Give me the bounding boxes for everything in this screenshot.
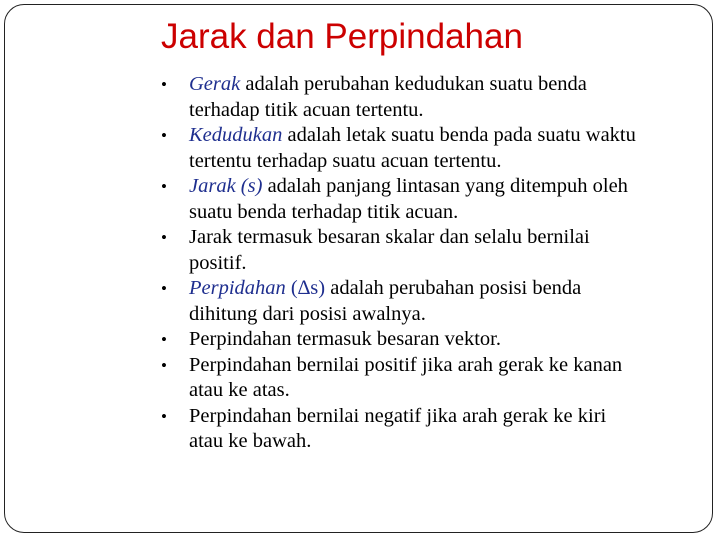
bullet-icon: • [161,406,167,426]
bullet-icon: • [161,75,167,94]
item-line-2: atau ke atas. [189,379,290,401]
item-line-1: Perpindahan bernilai negatif jika arah gerak ke kiri [189,404,607,427]
item-line-1 [189,123,713,149]
delta-s-symbol: (∆s) [285,277,326,299]
list-item [161,225,713,276]
item-line-2: suatu benda terhadap titik acuan. [189,200,459,223]
item-line-2: tertentu terhadap suatu acuan tertentu. [189,149,502,172]
item-line-2: positif. [189,251,247,274]
item-text: adalah letak suatu benda pada suatu waktu [282,124,636,146]
item-line-1 [189,174,713,200]
term-gerak: Gerak [189,73,241,95]
bullet-icon: • [161,126,167,145]
list-item [161,276,713,327]
list-item [161,353,713,404]
term-perpidahan: Perpidahan [189,277,286,299]
item-text: adalah panjang lintasan yang ditempuh oleh [262,175,628,197]
bullet-icon: • [161,355,167,375]
item-text: adalah perubahan posisi benda [325,277,582,299]
list-item [161,123,713,174]
list-item [161,327,713,353]
bullet-icon: • [161,330,167,349]
item-line-1: Perpindahan bernilai positif jika arah gerak ke kanan [189,353,623,376]
bullet-list [161,72,713,455]
term-kedudukan: Kedudukan [189,124,283,146]
bullet-icon: • [161,228,167,247]
list-item [161,72,713,123]
item-line-1 [189,72,713,98]
term-jarak: Jarak (s) [189,175,263,197]
item-text: adalah perubahan kedudukan suatu benda [240,73,587,95]
item-line-2: dihitung dari posisi awalnya. [189,302,426,325]
list-item [161,174,713,225]
item-line-1: Jarak termasuk besaran skalar dan selalu bernilai [189,226,590,248]
slide-title: Jarak dan Perpindahan [161,17,523,56]
item-line-1 [189,276,713,302]
item-line-2: atau ke bawah. [189,430,312,452]
item-line-2: terhadap titik acuan tertentu. [189,98,424,121]
list-item [161,404,713,455]
slide-frame [4,4,713,533]
item-line-1: Perpindahan termasuk besaran vektor. [189,328,501,350]
bullet-icon: • [161,279,167,298]
bullet-icon: • [161,177,167,196]
